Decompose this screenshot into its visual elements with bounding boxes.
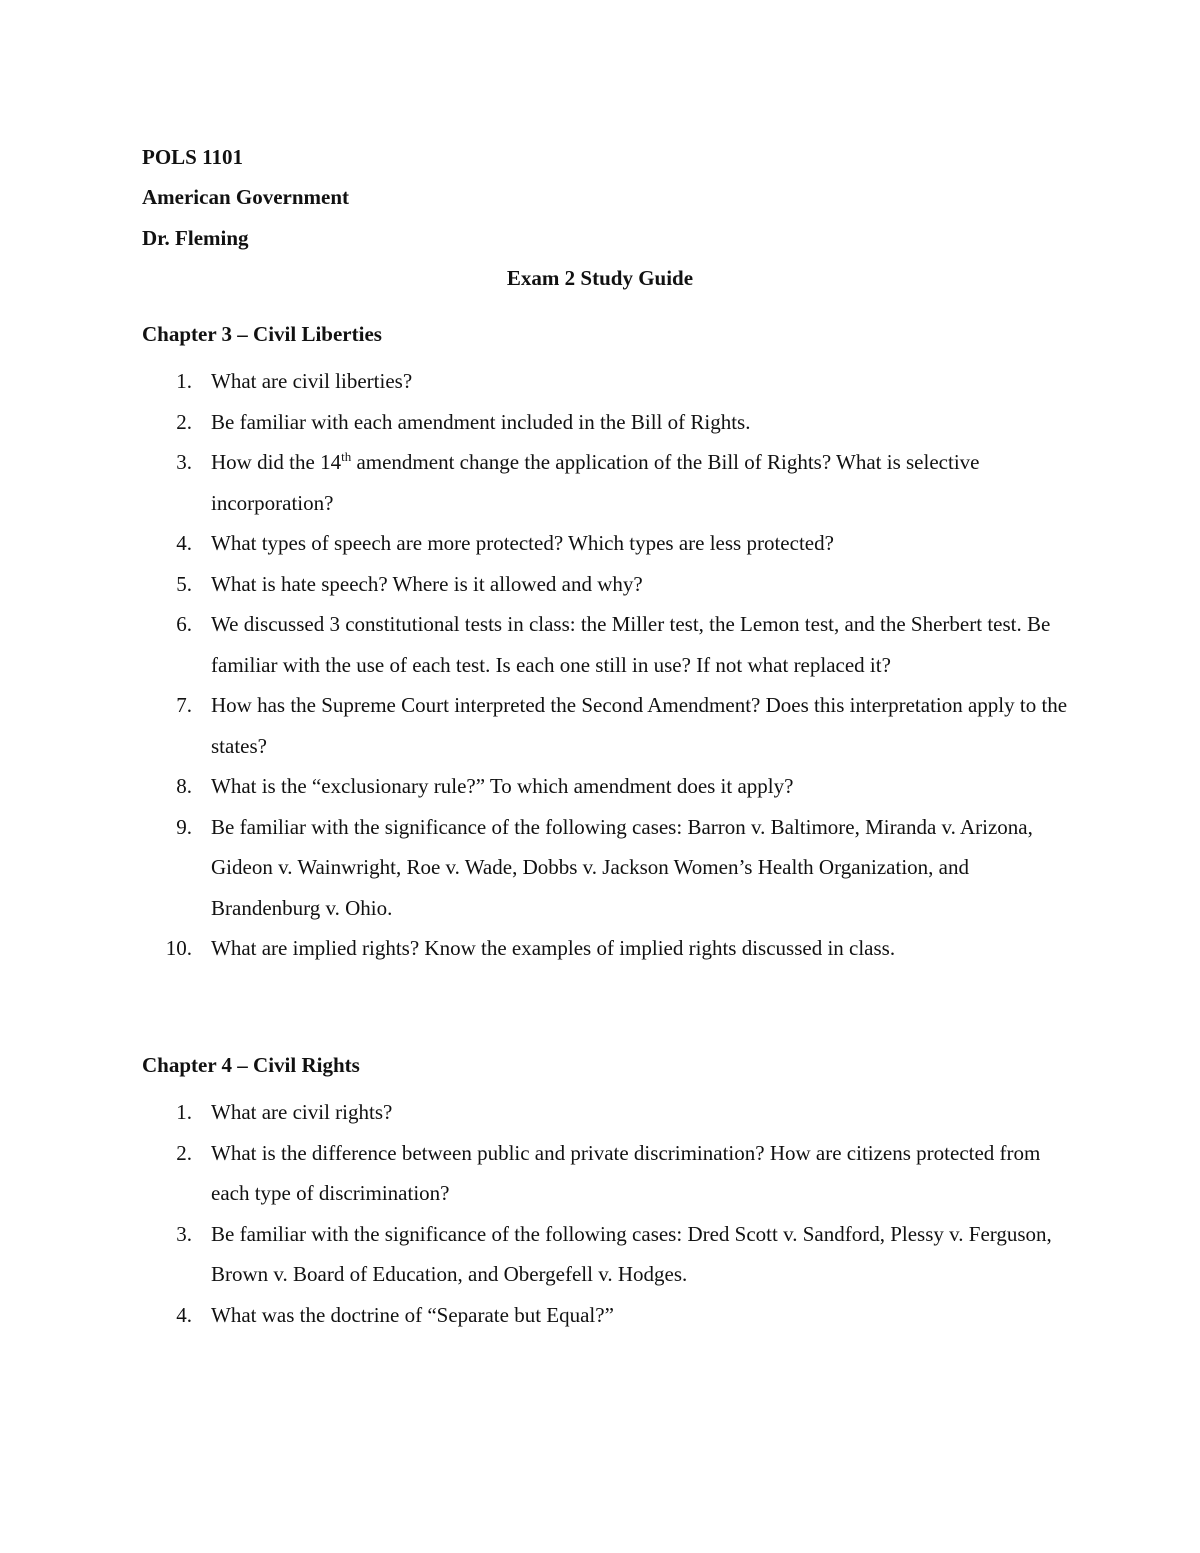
question-number: 4. [176,1302,192,1327]
chapter-3-question-list [142,361,1082,969]
question-text: How has the Supreme Court interpreted the Second Amendment? Does this interpretation apply to the states? [211,693,1068,758]
question-text: What is the “exclusionary rule?” To which amendment does it apply? [211,774,794,798]
question-text: What is the difference between public and private discrimination? How are citizens protected from each type of discrimination? [211,1140,1041,1205]
question-text: What types of speech are more protected? Which types are less protected? [211,531,834,555]
question-text: What are civil rights? [211,1100,393,1124]
list-item [142,402,1082,443]
chapter-4-section [142,1052,1082,1335]
question-text: What is hate speech? Where is it allowed and why? [211,571,643,596]
question-number: 3. [176,450,192,474]
question-text: What are civil liberties? [211,369,413,393]
document-title: Exam 2 Study Guide [506,266,694,290]
question-text: Be familiar with the significance of the following cases: Dred Scott v. Sandford, Plessy v. Ferguson, Brown v. Board of Education, and Obergefell v. Hodges. [211,1221,1052,1286]
question-text: What was the doctrine of “Separate but Equal?” [211,1302,614,1327]
question-number: 9. [176,814,192,839]
question-number: 1. [176,369,192,393]
superscript: th [341,449,352,464]
chapter-4-question-list [142,1092,1082,1335]
chapter-3-heading: Chapter 3 – Civil Liberties [142,322,382,346]
question-number: 1. [176,1100,192,1124]
list-item [142,807,1082,929]
question-number: 6. [176,612,192,636]
question-number: 10. [165,936,192,960]
question-text: What are implied rights? Know the examples of implied rights discussed in class. [211,936,896,960]
question-text-part: amendment change the application of the Bill of Rights? What is selective incorporation? [211,450,980,515]
chapter-4-heading: Chapter 4 – Civil Rights [142,1053,360,1077]
question-number: 2. [176,409,192,434]
question-number: 3. [176,1221,192,1246]
list-item [142,1214,1082,1295]
list-item [142,564,1082,605]
list-item [142,1295,1082,1336]
list-item [142,442,1082,523]
course-code: POLS 1101 [142,145,243,169]
list-item [142,766,1082,807]
course-name: American Government [142,185,350,209]
list-item [142,1133,1082,1214]
list-item [142,1092,1082,1133]
list-item [142,523,1082,564]
list-item [142,928,1082,969]
list-item [142,685,1082,766]
question-number: 8. [176,774,192,798]
question-text: Be familiar with the significance of the following cases: Barron v. Baltimore, Miranda v. Arizona, Gideon v. Wainwright, Roe v. Wade, Dobbs v. Jackson Women’s Health Organization, and Brandenburg v. Ohio. [211,814,1033,920]
question-number: 2. [176,1140,192,1165]
question-text: We discussed 3 constitutional tests in class: the Miller test, the Lemon test, and the Sherbert test. Be familiar with the use of each test. Is each one still in use? If not what replaced it? [211,612,1051,677]
list-item [142,361,1082,402]
question-number: 5. [176,571,192,596]
question-text: Be familiar with each amendment included in the Bill of Rights. [211,409,751,434]
chapter-3-section [142,321,1082,969]
question-number: 4. [176,531,192,555]
list-item [142,604,1082,685]
instructor-name: Dr. Fleming [142,226,249,250]
question-text [211,442,1082,523]
question-number: 7. [176,693,192,717]
question-text-part: How did the 14 [211,450,342,474]
